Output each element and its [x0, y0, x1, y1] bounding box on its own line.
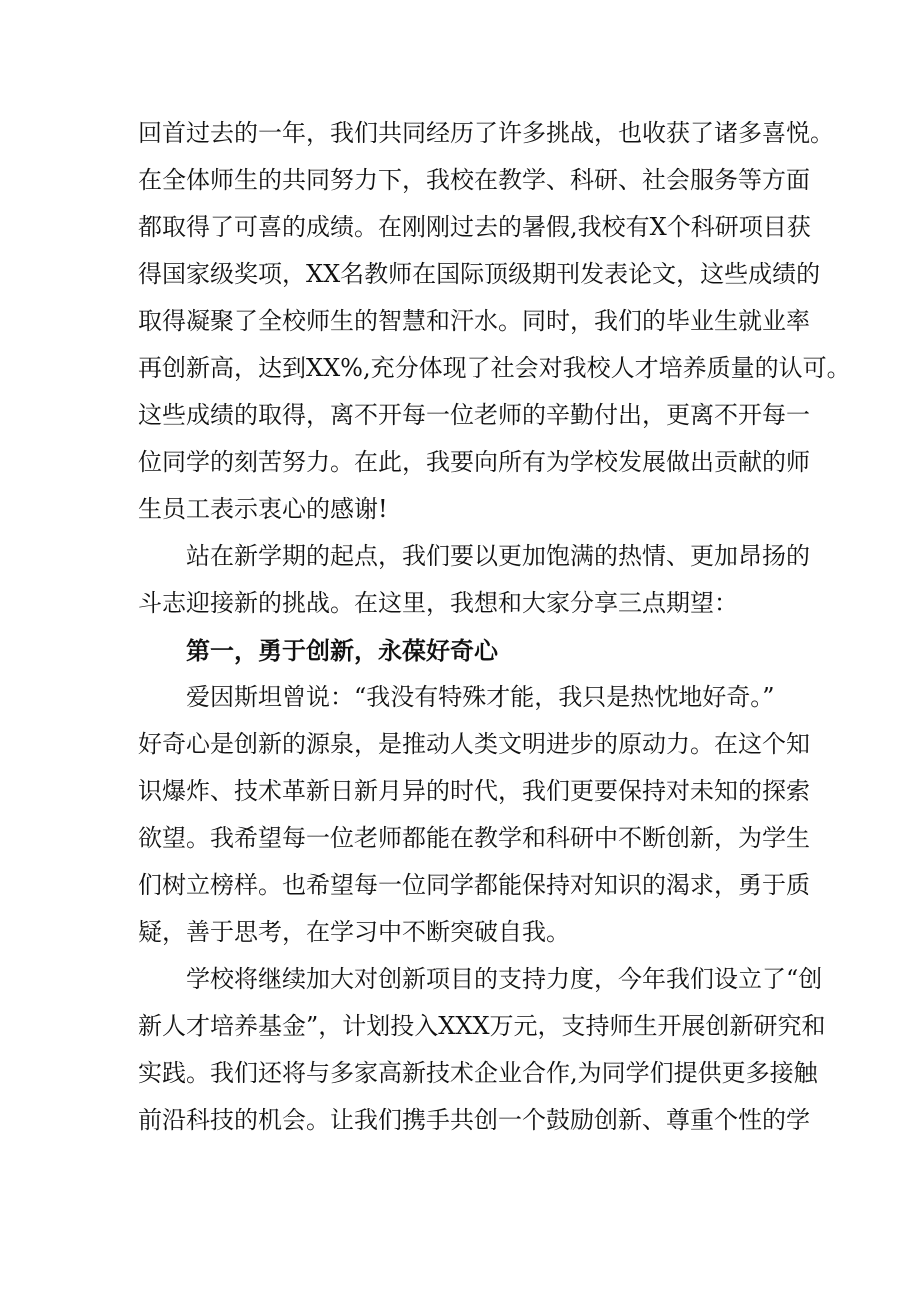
- text-line: 位同学的刻苦努力。在此，我要向所有为学校发展做出贡献的师: [138, 448, 810, 476]
- text-line: 实践。我们还将与多家高新技术企业合作,为同学们提供更多接触: [138, 1059, 818, 1087]
- text-line: 生员工表示衷心的感谢!: [138, 495, 388, 523]
- text-line: 欲望。我希望每一位老师都能在教学和科研中不断创新，为学生: [138, 824, 810, 852]
- section-heading: 第一，勇于创新，永葆好奇心: [186, 636, 498, 665]
- text-line: 回首过去的一年，我们共同经历了许多挑战，也收获了诸多喜悦。: [138, 119, 834, 147]
- document-body: [138, 110, 851, 1144]
- text-line: 得国家级奖项，XX名教师在国际顶级期刊发表论文，这些成绩的: [138, 260, 821, 288]
- text-line: 好奇心是创新的源泉，是推动人类文明进步的原动力。在这个知: [138, 730, 810, 758]
- text-line: 再创新高，达到XX%,充分体现了社会对我校人才培养质量的认可。: [138, 354, 851, 382]
- text-line: 都取得了可喜的成绩。在刚刚过去的暑假,我校有X个科研项目获: [138, 213, 811, 241]
- text-line: 识爆炸、技术革新日新月异的时代，我们更要保持对未知的探索: [138, 777, 810, 805]
- text-line: 取得凝聚了全校师生的智慧和汗水。同时，我们的毕业生就业率: [138, 307, 810, 335]
- text-line: 站在新学期的起点，我们要以更加饱满的热情、更加昂扬的: [186, 542, 810, 570]
- text-line: 新人才培养基金”，计划投入XXX万元，支持师生开展创新研究和: [138, 1012, 826, 1040]
- text-line: 这些成绩的取得，离不开每一位老师的辛勤付出，更离不开每一: [138, 401, 810, 429]
- text-line: 前沿科技的机会。让我们携手共创一个鼓励创新、尊重个性的学: [138, 1106, 810, 1134]
- text-line: 斗志迎接新的挑战。在这里，我想和大家分享三点期望：: [138, 589, 738, 617]
- text-line: 爱因斯坦曾说：“我没有特殊才能，我只是热忱地好奇。”: [186, 683, 775, 711]
- text-line: 们树立榜样。也希望每一位同学都能保持对知识的渴求，勇于质: [138, 871, 810, 899]
- text-line: 在全体师生的共同努力下，我校在教学、科研、社会服务等方面: [138, 166, 810, 194]
- text-line: 疑，善于思考，在学习中不断突破自我。: [138, 918, 570, 946]
- text-line: 学校将继续加大对创新项目的支持力度，今年我们设立了“创: [186, 965, 823, 993]
